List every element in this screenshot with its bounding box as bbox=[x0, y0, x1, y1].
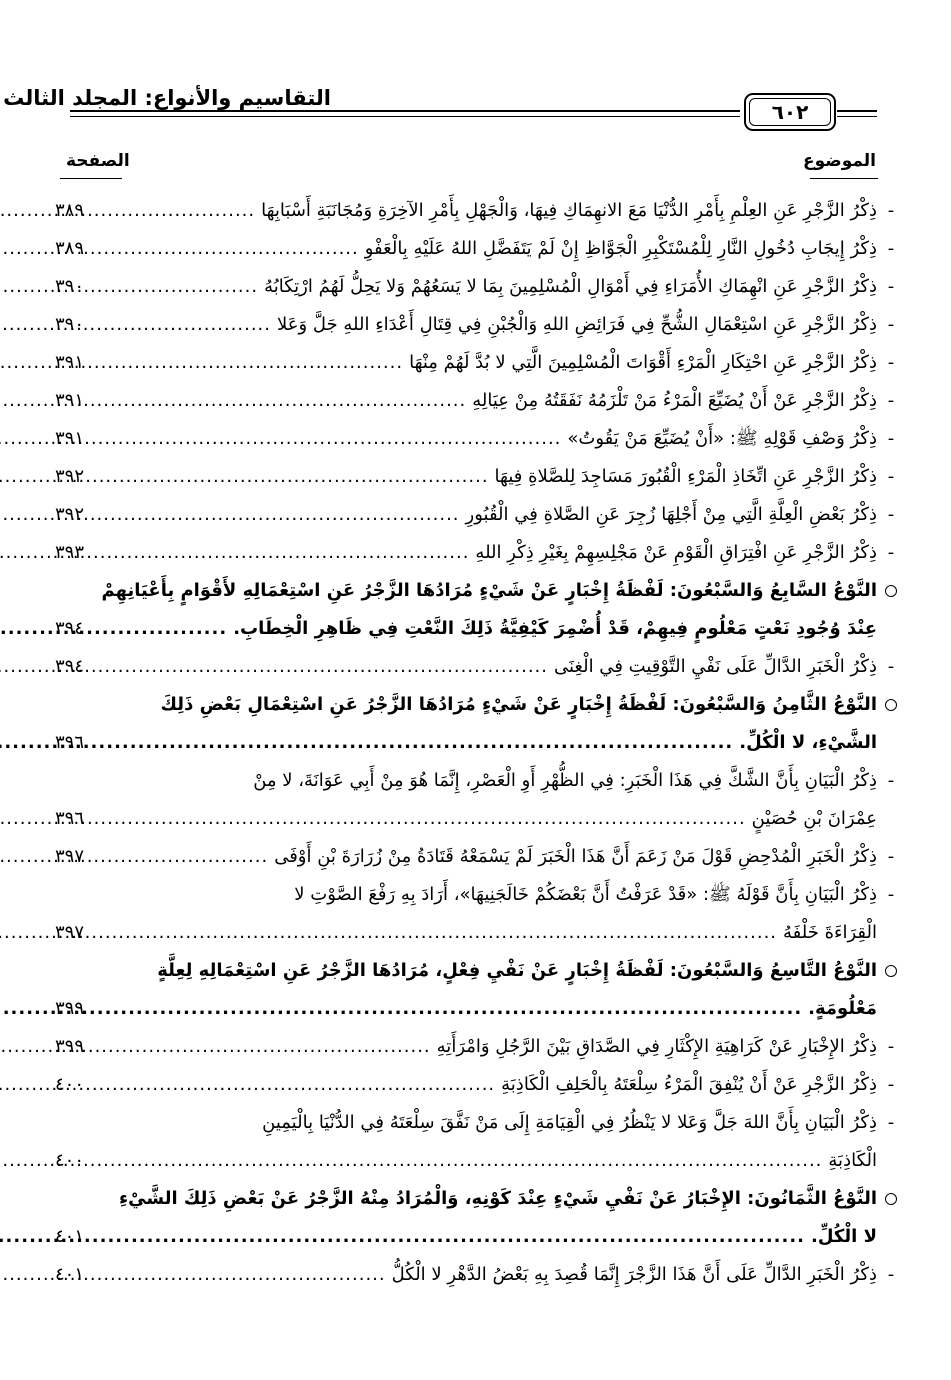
leader-dots bbox=[119, 496, 466, 534]
entry-text: ذِكْرُ الزَّجْرِ عَنِ اسْتِعْمَالِ الشُّحِّ فِي فَرَائِضِ اللهِ وَالْجُبْنِ فِي قِتَالِ أَعْدَاءِ اللهِ جَلَّ وَعَلا bbox=[277, 314, 877, 335]
entry-text: النَّوْعُ الثَّامِنُ وَالسَّبْعُونَ: لَفْظَةُ إِخْبَارٍ عَنْ شَيْءٍ مُرَادُهَا الزَّجْرُ عَنِ اسْتِعْمَالِ بَعْضِ ذَلِكَ bbox=[160, 694, 877, 715]
page-ref: ٣٩٤ bbox=[55, 618, 85, 639]
page-number: ٦٠٢ bbox=[749, 98, 831, 126]
entry-text: ذِكْرُ الْخَبَرِ الْمُدْحِضِ قَوْلَ مَنْ زَعَمَ أَنَّ هَذَا الْخَبَرَ لَمْ يَسْمَعْهُ قَتَادَةُ مِنْ زُرَارَةَ بْنِ أَوْفَى bbox=[274, 846, 877, 867]
dash-bullet-icon: - bbox=[887, 428, 895, 449]
running-header-title: التقاسيم والأنواع: المجلد الثالث bbox=[3, 86, 331, 110]
leader-dots bbox=[119, 382, 472, 420]
topic-entry bbox=[55, 1066, 895, 1104]
entry-text: ذِكْرُ الزَّجْرِ عَنِ احْتِكَارِ الْمَرْءِ أَقْوَاتَ الْمُسْلِمِينَ الَّتِي لا بُدَّ لَهُمْ مِنْهَا bbox=[409, 352, 877, 373]
dash-bullet-icon: - bbox=[887, 276, 895, 297]
leader-dots bbox=[119, 420, 567, 458]
section-entry bbox=[55, 572, 877, 648]
topic-entry bbox=[55, 1256, 895, 1294]
page-ref: ٤٠٠ bbox=[55, 1074, 85, 1095]
leader-dots bbox=[119, 1066, 501, 1104]
topic-entry bbox=[55, 458, 895, 496]
topic-entry bbox=[55, 876, 895, 952]
dash-bullet-icon: - bbox=[887, 390, 895, 411]
page-ref: ٣٩٣ bbox=[55, 542, 85, 563]
page-ref: ٣٩٩ bbox=[55, 1036, 85, 1057]
entry-text: ذِكْرُ الزَّجْرِ عَنِ العِلْمِ بِأَمْرِ الدُّنْيَا مَعَ الانهِمَاكِ فِيهَا، وَالْجَهْلِ بِأَمْرِ الآخِرَةِ وَمُجَانَبَةِ أَسْبَابِهَا bbox=[261, 200, 877, 221]
leader-dots bbox=[119, 192, 261, 230]
entry-text: ذِكْرُ الْخَبَرِ الدَّالِّ عَلَى أَنَّ هَذَا الزَّجْرَ إِنَّمَا قُصِدَ بِهِ بَعْضُ الدَّهْرِ لا الْكُلُّ bbox=[391, 1264, 877, 1285]
dash-bullet-icon: - bbox=[887, 1112, 895, 1133]
page-ref: ٣٨٩ bbox=[55, 238, 85, 259]
dash-bullet-icon: - bbox=[887, 200, 895, 221]
page-ref: ٣٩٩ bbox=[55, 998, 85, 1019]
header-rule-left-top bbox=[70, 110, 740, 112]
topic-entry bbox=[55, 1028, 895, 1066]
page-ref: ٣٩٠ bbox=[55, 276, 85, 297]
entry-text: عِمْرَانَ بْنِ حُصَيْنٍ bbox=[751, 808, 877, 829]
topic-entry bbox=[55, 762, 895, 838]
topic-entry bbox=[55, 306, 895, 344]
topic-entry bbox=[55, 344, 895, 382]
header-rule-left-bottom bbox=[70, 116, 740, 117]
topic-entry bbox=[55, 268, 895, 306]
dash-bullet-icon: - bbox=[887, 314, 895, 335]
entry-text: ذِكْرُ الْبَيَانِ بِأَنَّ الشَّكَّ فِي هَذَا الْخَبَرِ: فِي الظُّهْرِ أَوِ الْعَصْرِ، إِنَّمَا هُوَ مِنْ أَبِي عَوَانَةَ، لا مِنْ bbox=[253, 770, 877, 791]
leader-dots bbox=[119, 230, 365, 268]
section-entry bbox=[55, 952, 877, 1028]
dash-bullet-icon: - bbox=[887, 846, 895, 867]
dash-bullet-icon: - bbox=[887, 884, 895, 905]
header-rule-right-bottom bbox=[837, 116, 877, 117]
leader-dots bbox=[119, 800, 752, 838]
entry-text: ذِكْرُ الإِخْبَارِ عَنْ كَرَاهِيَةِ الإِكْثَارِ فِي الصَّدَاقِ بَيْنَ الرَّجُلِ وَامْرَأَتِهِ bbox=[436, 1036, 877, 1057]
entry-text: النَّوْعُ السَّابِعُ وَالسَّبْعُونَ: لَفْظَةُ إِخْبَارٍ عَنْ شَيْءٍ مُرَادُهَا الزَّجْرُ عَنِ اسْتِعْمَالِهِ لأَقْوَامٍ بِأَعْيَانِهِمْ bbox=[101, 580, 877, 601]
entry-text: النَّوْعُ التَّاسِعُ وَالسَّبْعُونَ: لَفْظَةُ إِخْبَارٍ عَنْ نَفْيِ فِعْلٍ، مُرَادُهَا الزَّجْرُ عَنِ اسْتِعْمَالِهِ لِعِلَّةٍ bbox=[157, 960, 877, 981]
page-ref: ٣٩٧ bbox=[55, 922, 85, 943]
leader-dots bbox=[119, 534, 475, 572]
entry-text: الشَّيْءِ، لا الْكُلِّ. bbox=[739, 732, 877, 753]
page-ref: ٤٠٠ bbox=[55, 1150, 85, 1171]
dash-bullet-icon: - bbox=[887, 656, 895, 677]
header-rule-right-top bbox=[837, 110, 877, 112]
entry-text: ذِكْرُ الزَّجْرِ عَنِ افْتِرَاقِ الْقَوْمِ عَنْ مَجْلِسِهِمْ بِغَيْرِ ذِكْرِ اللهِ bbox=[475, 542, 877, 563]
column-heading-topic: الموضوع bbox=[803, 151, 876, 171]
leader-dots bbox=[119, 1142, 828, 1180]
page-ref: ٣٩٤ bbox=[55, 656, 85, 677]
leader-dots bbox=[119, 1218, 811, 1256]
dash-bullet-icon: - bbox=[887, 770, 895, 791]
entry-text: عِنْدَ وُجُودِ نَعْتٍ مَعْلُومٍ فِيهِمْ، قَدْ أُضْمِرَ كَيْفِيَّةُ ذَلِكَ النَّعْتِ فِي ظَاهِرِ الْخِطَابِ. bbox=[233, 618, 877, 639]
leader-dots bbox=[119, 838, 274, 876]
entry-text: ذِكْرُ إِيجَابِ دُخُولِ النَّارِ لِلْمُسْتَكْبِرِ الْجَوَّاظِ إِنْ لَمْ يَتَفَضَّلِ اللهُ عَلَيْهِ بِالْعَفْوِ bbox=[364, 238, 877, 259]
entry-text: ذِكْرُ الزَّجْرِ عَنْ أَنْ يُضَيِّعَ الْمَرْءُ مَنْ تَلْزَمُهُ نَفَقَتُهُ مِنْ عِيَالِهِ bbox=[472, 390, 877, 411]
entry-text: مَعْلُومَةٍ. bbox=[808, 998, 877, 1019]
dash-bullet-icon: - bbox=[887, 466, 895, 487]
column-heading-page: الصفحة bbox=[66, 151, 130, 171]
page-ref: ٣٩٦ bbox=[55, 732, 85, 753]
leader-dots bbox=[119, 724, 739, 762]
circle-bullet-icon bbox=[883, 1180, 899, 1218]
dash-bullet-icon: - bbox=[887, 1074, 895, 1095]
page-ref: ٣٩١ bbox=[55, 390, 85, 411]
page-ref: ٤٠١ bbox=[55, 1226, 85, 1247]
page-ref: ٤٠١ bbox=[55, 1264, 85, 1285]
dash-bullet-icon: - bbox=[887, 1036, 895, 1057]
leader-dots bbox=[119, 648, 554, 686]
circle-bullet-icon bbox=[883, 952, 899, 990]
leader-dots bbox=[119, 1028, 437, 1066]
leader-dots bbox=[119, 344, 409, 382]
entry-text: ذِكْرُ الزَّجْرِ عَنِ اتِّخَاذِ الْمَرْءِ الْقُبُورَ مَسَاجِدَ لِلصَّلاةِ فِيهَا bbox=[494, 466, 877, 487]
topic-entry bbox=[55, 534, 895, 572]
page-ref: ٣٩٧ bbox=[55, 846, 85, 867]
section-entry bbox=[55, 1180, 877, 1256]
contents-list bbox=[55, 192, 895, 1294]
leader-dots bbox=[119, 1256, 392, 1294]
section-entry bbox=[55, 686, 877, 762]
topic-entry bbox=[55, 838, 895, 876]
circle-bullet-icon bbox=[883, 572, 899, 610]
leader-dots bbox=[119, 458, 495, 496]
entry-text: ذِكْرُ الْبَيَانِ بِأَنَّ اللهَ جَلَّ وَعَلا لا يَنْظُرُ فِي الْقِيَامَةِ إِلَى مَنْ نَفَّقَ سِلْعَتَهُ فِي الدُّنْيَا بِالْيَمِينِ bbox=[262, 1112, 877, 1133]
leader-dots bbox=[119, 268, 264, 306]
column-heading-topic-underline bbox=[810, 178, 878, 179]
entry-text: ذِكْرُ الْخَبَرِ الدَّالِّ عَلَى نَفْيِ التَّوْقِيتِ فِي الْغِنَى bbox=[553, 656, 877, 677]
circle-bullet-icon bbox=[883, 686, 899, 724]
entry-text: الْقِرَاءَةَ خَلْفَهُ bbox=[783, 922, 877, 943]
dash-bullet-icon: - bbox=[887, 1264, 895, 1285]
dash-bullet-icon: - bbox=[887, 238, 895, 259]
entry-text: النَّوْعُ الثَّمَانُونَ: الإِخْبَارُ عَنْ نَفْيِ شَيْءٍ عِنْدَ كَوْنِهِ، وَالْمُرَادُ مِنْهُ الزَّجْرُ عَنْ بَعْضِ ذَلِكَ الشَّيْءِ bbox=[118, 1188, 877, 1209]
topic-entry bbox=[55, 420, 895, 458]
page-ref: ٣٩١ bbox=[55, 352, 85, 373]
page-ref: ٣٩٠ bbox=[55, 314, 85, 335]
page-ref: ٣٩١ bbox=[55, 428, 85, 449]
topic-entry bbox=[55, 382, 895, 420]
page-ref: ٣٩٢ bbox=[55, 466, 85, 487]
leader-dots bbox=[119, 914, 783, 952]
entry-text: ذِكْرُ بَعْضِ الْعِلَّةِ الَّتِي مِنْ أَجْلِهَا زُجِرَ عَنِ الصَّلاةِ فِي الْقُبُورِ bbox=[465, 504, 877, 525]
topic-entry bbox=[55, 230, 895, 268]
entry-text: ذِكْرُ الْبَيَانِ بِأَنَّ قَوْلَهُ ﷺ: «قَدْ عَرَفْتُ أَنَّ بَعْضَكُمْ خَالَجَنِيهَا»، أَرَادَ بِهِ رَفْعَ الصَّوْتِ لا bbox=[294, 884, 877, 905]
entry-text: ذِكْرُ وَصْفِ قَوْلِهِ ﷺ: «أَنْ يُضَيِّعَ مَنْ يَقُوتُ» bbox=[567, 428, 877, 449]
dash-bullet-icon: - bbox=[887, 542, 895, 563]
entry-text: الْكَاذِبَةِ bbox=[828, 1150, 877, 1171]
leader-dots bbox=[119, 306, 277, 344]
topic-entry bbox=[55, 192, 895, 230]
leader-dots bbox=[119, 610, 233, 648]
page-ref: ٣٩٦ bbox=[55, 808, 85, 829]
dash-bullet-icon: - bbox=[887, 504, 895, 525]
topic-entry bbox=[55, 496, 895, 534]
column-heading-page-underline bbox=[60, 178, 122, 179]
page-ref: ٣٩٢ bbox=[55, 504, 85, 525]
page-ref: ٣٨٩ bbox=[55, 200, 85, 221]
page-number-frame bbox=[744, 93, 836, 131]
entry-text: لا الْكُلِّ. bbox=[811, 1226, 877, 1247]
entry-text: ذِكْرُ الزَّجْرِ عَنْ أَنْ يُنْفِقَ الْمَرْءُ سِلْعَتَهُ بِالْحَلِفِ الْكَاذِبَةِ bbox=[501, 1074, 877, 1095]
topic-entry bbox=[55, 1104, 895, 1180]
dash-bullet-icon: - bbox=[887, 352, 895, 373]
topic-entry bbox=[55, 648, 895, 686]
leader-dots bbox=[119, 990, 808, 1028]
entry-text: ذِكْرُ الزَّجْرِ عَنِ انْهِمَاكِ الأُمَرَاءِ فِي أَمْوَالِ الْمُسْلِمِينَ بِمَا لا يَسَعُهُمْ وَلا يَحِلُّ لَهُمُ ارْتِكَابُهُ bbox=[264, 276, 877, 297]
